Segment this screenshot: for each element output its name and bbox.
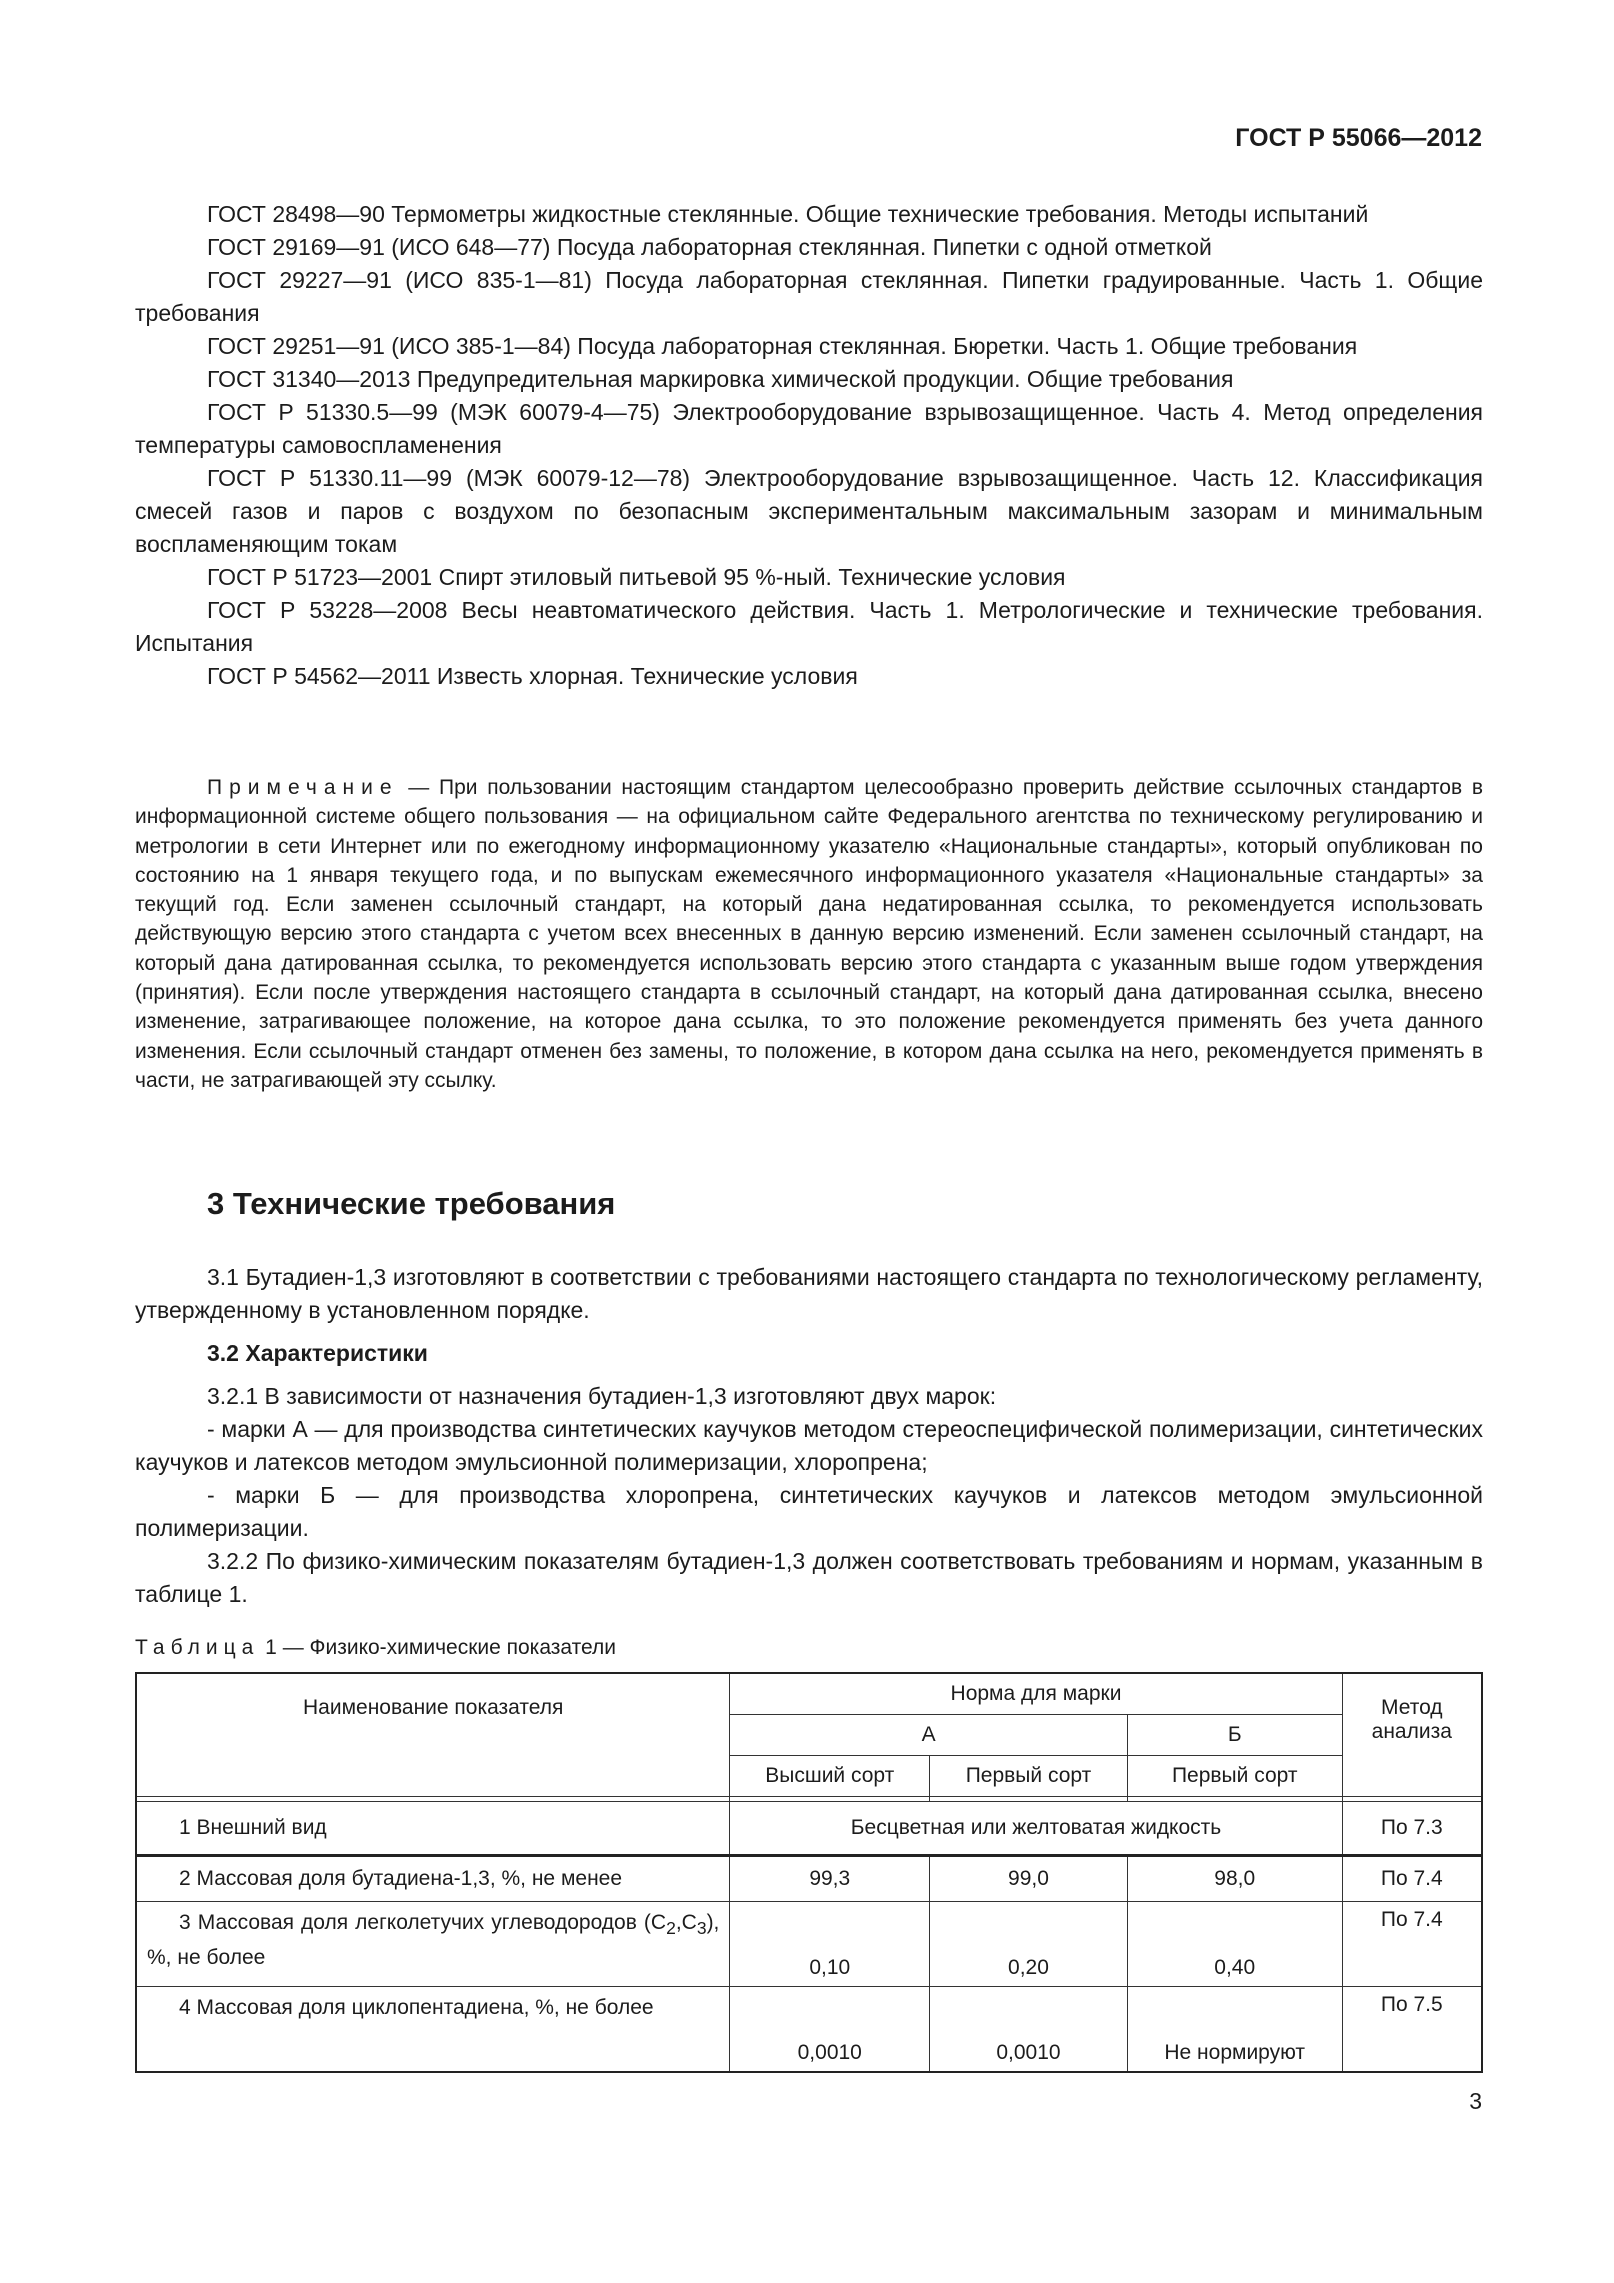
reference-item: ГОСТ Р 51330.5—99 (МЭК 60079-4—75) Электрооборудование взрывозащищенное. Часть 4. Метод определения температуры самовоспламенения: [135, 399, 1483, 458]
cell-a-first: 0,20: [930, 1902, 1128, 1987]
reference-item: ГОСТ 31340—2013 Предупредительная маркировка химической продукции. Общие требования: [207, 366, 1234, 392]
mark-a: - марки А — для производства синтетических каучуков методом стереоспецифической полимеризации, синтетических каучуков и латексов методом эмульсионной полимеризации, хлоропрена;: [135, 1416, 1483, 1475]
reference-item: ГОСТ 29169—91 (ИСО 648—77) Посуда лабораторная стеклянная. Пипетки с одной отметкой: [207, 234, 1212, 260]
table-caption: [135, 1636, 616, 1660]
reference-item: ГОСТ Р 51330.11—99 (МЭК 60079-12—78) Электрооборудование взрывозащищенное. Часть 12. Классификация смесей газов и паров с воздухом по безопасным экспериментальным максимальным зазорам и минимальным воспламеняющим токам: [135, 465, 1483, 557]
table-row: [136, 1987, 1482, 2073]
reference-item: ГОСТ Р 51723—2001 Спирт этиловый питьевой 95 %-ный. Технические условия: [207, 564, 1066, 590]
header-mark-b: Б: [1127, 1715, 1342, 1756]
document-header: ГОСТ Р 55066—2012: [1235, 124, 1482, 152]
section-heading: 3 Технические требования: [207, 1186, 616, 1221]
header-b-first: Первый сорт: [1127, 1756, 1342, 1797]
row-method: По 7.4: [1342, 1856, 1482, 1902]
header-mark-a: А: [730, 1715, 1127, 1756]
table-row: [136, 1902, 1482, 1987]
row-name: 1 Внешний вид: [179, 1816, 327, 1839]
cell-b-first: 0,40: [1127, 1902, 1342, 1987]
subheading-3-2: 3.2 Характеристики: [207, 1340, 428, 1366]
reference-item: ГОСТ 28498—90 Термометры жидкостные стеклянные. Общие технические требования. Методы испытаний: [207, 201, 1369, 227]
cell-a-top: 99,3: [730, 1856, 930, 1902]
page-number: 3: [1469, 2088, 1482, 2114]
header-a-top: Высший сорт: [730, 1756, 930, 1797]
reference-item: ГОСТ 29227—91 (ИСО 835-1—81) Посуда лабораторная стеклянная. Пипетки градуированные. Часть 1. Общие требования: [135, 267, 1483, 326]
normative-references: [135, 198, 1483, 693]
row-method: По 7.4: [1342, 1902, 1482, 1987]
cell-b-first: 98,0: [1127, 1856, 1342, 1902]
properties-table: [135, 1672, 1483, 2073]
table-row: [136, 1856, 1482, 1902]
row-value: Бесцветная или желтоватая жидкость: [730, 1802, 1342, 1856]
cell-a-top: 0,0010: [730, 1987, 930, 2073]
reference-item: ГОСТ Р 54562—2011 Известь хлорная. Технические условия: [207, 663, 858, 689]
paragraph-3-2-2: 3.2.2 По физико-химическим показателям бутадиен-1,3 должен соответствовать требованиям и нормам, указанным в таблице 1.: [135, 1548, 1483, 1607]
caption-text: 1 — Физико-химические показатели: [259, 1636, 616, 1659]
paragraph-3-2-1: 3.2.1 В зависимости от назначения бутадиен-1,3 изготовляют двух марок:: [207, 1383, 997, 1409]
reference-item: ГОСТ 29251—91 (ИСО 385-1—84) Посуда лабораторная стеклянная. Бюретки. Часть 1. Общие требования: [207, 333, 1358, 359]
cell-b-first: Не нормируют: [1127, 1987, 1342, 2073]
table-header-row: [136, 1673, 1482, 1715]
header-a-first: Первый сорт: [930, 1756, 1128, 1797]
header-method: Метод анализа: [1342, 1673, 1482, 1797]
paragraph-3-1: 3.1 Бутадиен-1,3 изготовляют в соответствии с требованиями настоящего стандарта по технологическому регламенту, утвержденному в установленном порядке.: [135, 1264, 1483, 1323]
cell-a-first: 99,0: [930, 1856, 1128, 1902]
row-name: 3 Массовая доля легколетучих углеводородов $(C_2,C_3)$, %, не более: [136, 1902, 730, 1987]
row-method: По 7.5: [1342, 1987, 1482, 2073]
header-norm: Норма для марки: [730, 1673, 1342, 1715]
cell-a-top: 0,10: [730, 1902, 930, 1987]
section-3-body: [135, 1261, 1483, 1611]
row-name: 2 Массовая доля бутадиена-1,3, %, не менее: [179, 1867, 623, 1890]
note: [135, 773, 1483, 1095]
reference-item: ГОСТ Р 53228—2008 Весы неавтоматического действия. Часть 1. Метрологические и технические требования. Испытания: [135, 597, 1483, 656]
mark-b: - марки Б — для производства хлоропрена, синтетических каучуков и латексов методом эмульсионной полимеризации.: [135, 1482, 1483, 1541]
note-text: — При пользовании настоящим стандартом целесообразно проверить действие ссылочных стандартов в информационной системе общего пользования — на официальном сайте Федерального агентства по техническому регулированию и метрологии в сети Интернет или по ежегодному информационному указателю «Национальные стандарты», который опубликован по состоянию на 1 января текущего года, и по выпускам ежемесячного информационного указателя «Национальные стандарты» за текущий год. Если заменен ссылочный стандарт, на который дана недатированная ссылка, то рекомендуется использовать действующую версию этого стандарта с учетом всех внесенных в данную версию изменений. Если заменен ссылочный стандарт, на который дана датированная ссылка, то рекомендуется использовать версию этого стандарта с указанным выше годом утверждения (принятия). Если после утверждения настоящего стандарта в ссылочный стандарт, на который дана датированная ссылка, внесено изменение, затрагивающее положение, на которое дана ссылка, то это положение рекомендуется применять без учета данного изменения. Если ссылочный стандарт отменен без замены, то положение, в котором дана ссылка на него, рекомендуется применять в части, не затрагивающей эту ссылку.: [135, 776, 1483, 1092]
row-method: По 7.3: [1342, 1802, 1482, 1856]
table-row: [136, 1802, 1482, 1856]
note-label: Примечание: [207, 776, 399, 799]
row-name: 4 Массовая доля циклопентадиена, %, не более: [136, 1987, 730, 2073]
caption-label: Таблица: [135, 1636, 260, 1659]
header-name: Наименование показателя: [136, 1673, 730, 1797]
cell-a-first: 0,0010: [930, 1987, 1128, 2073]
